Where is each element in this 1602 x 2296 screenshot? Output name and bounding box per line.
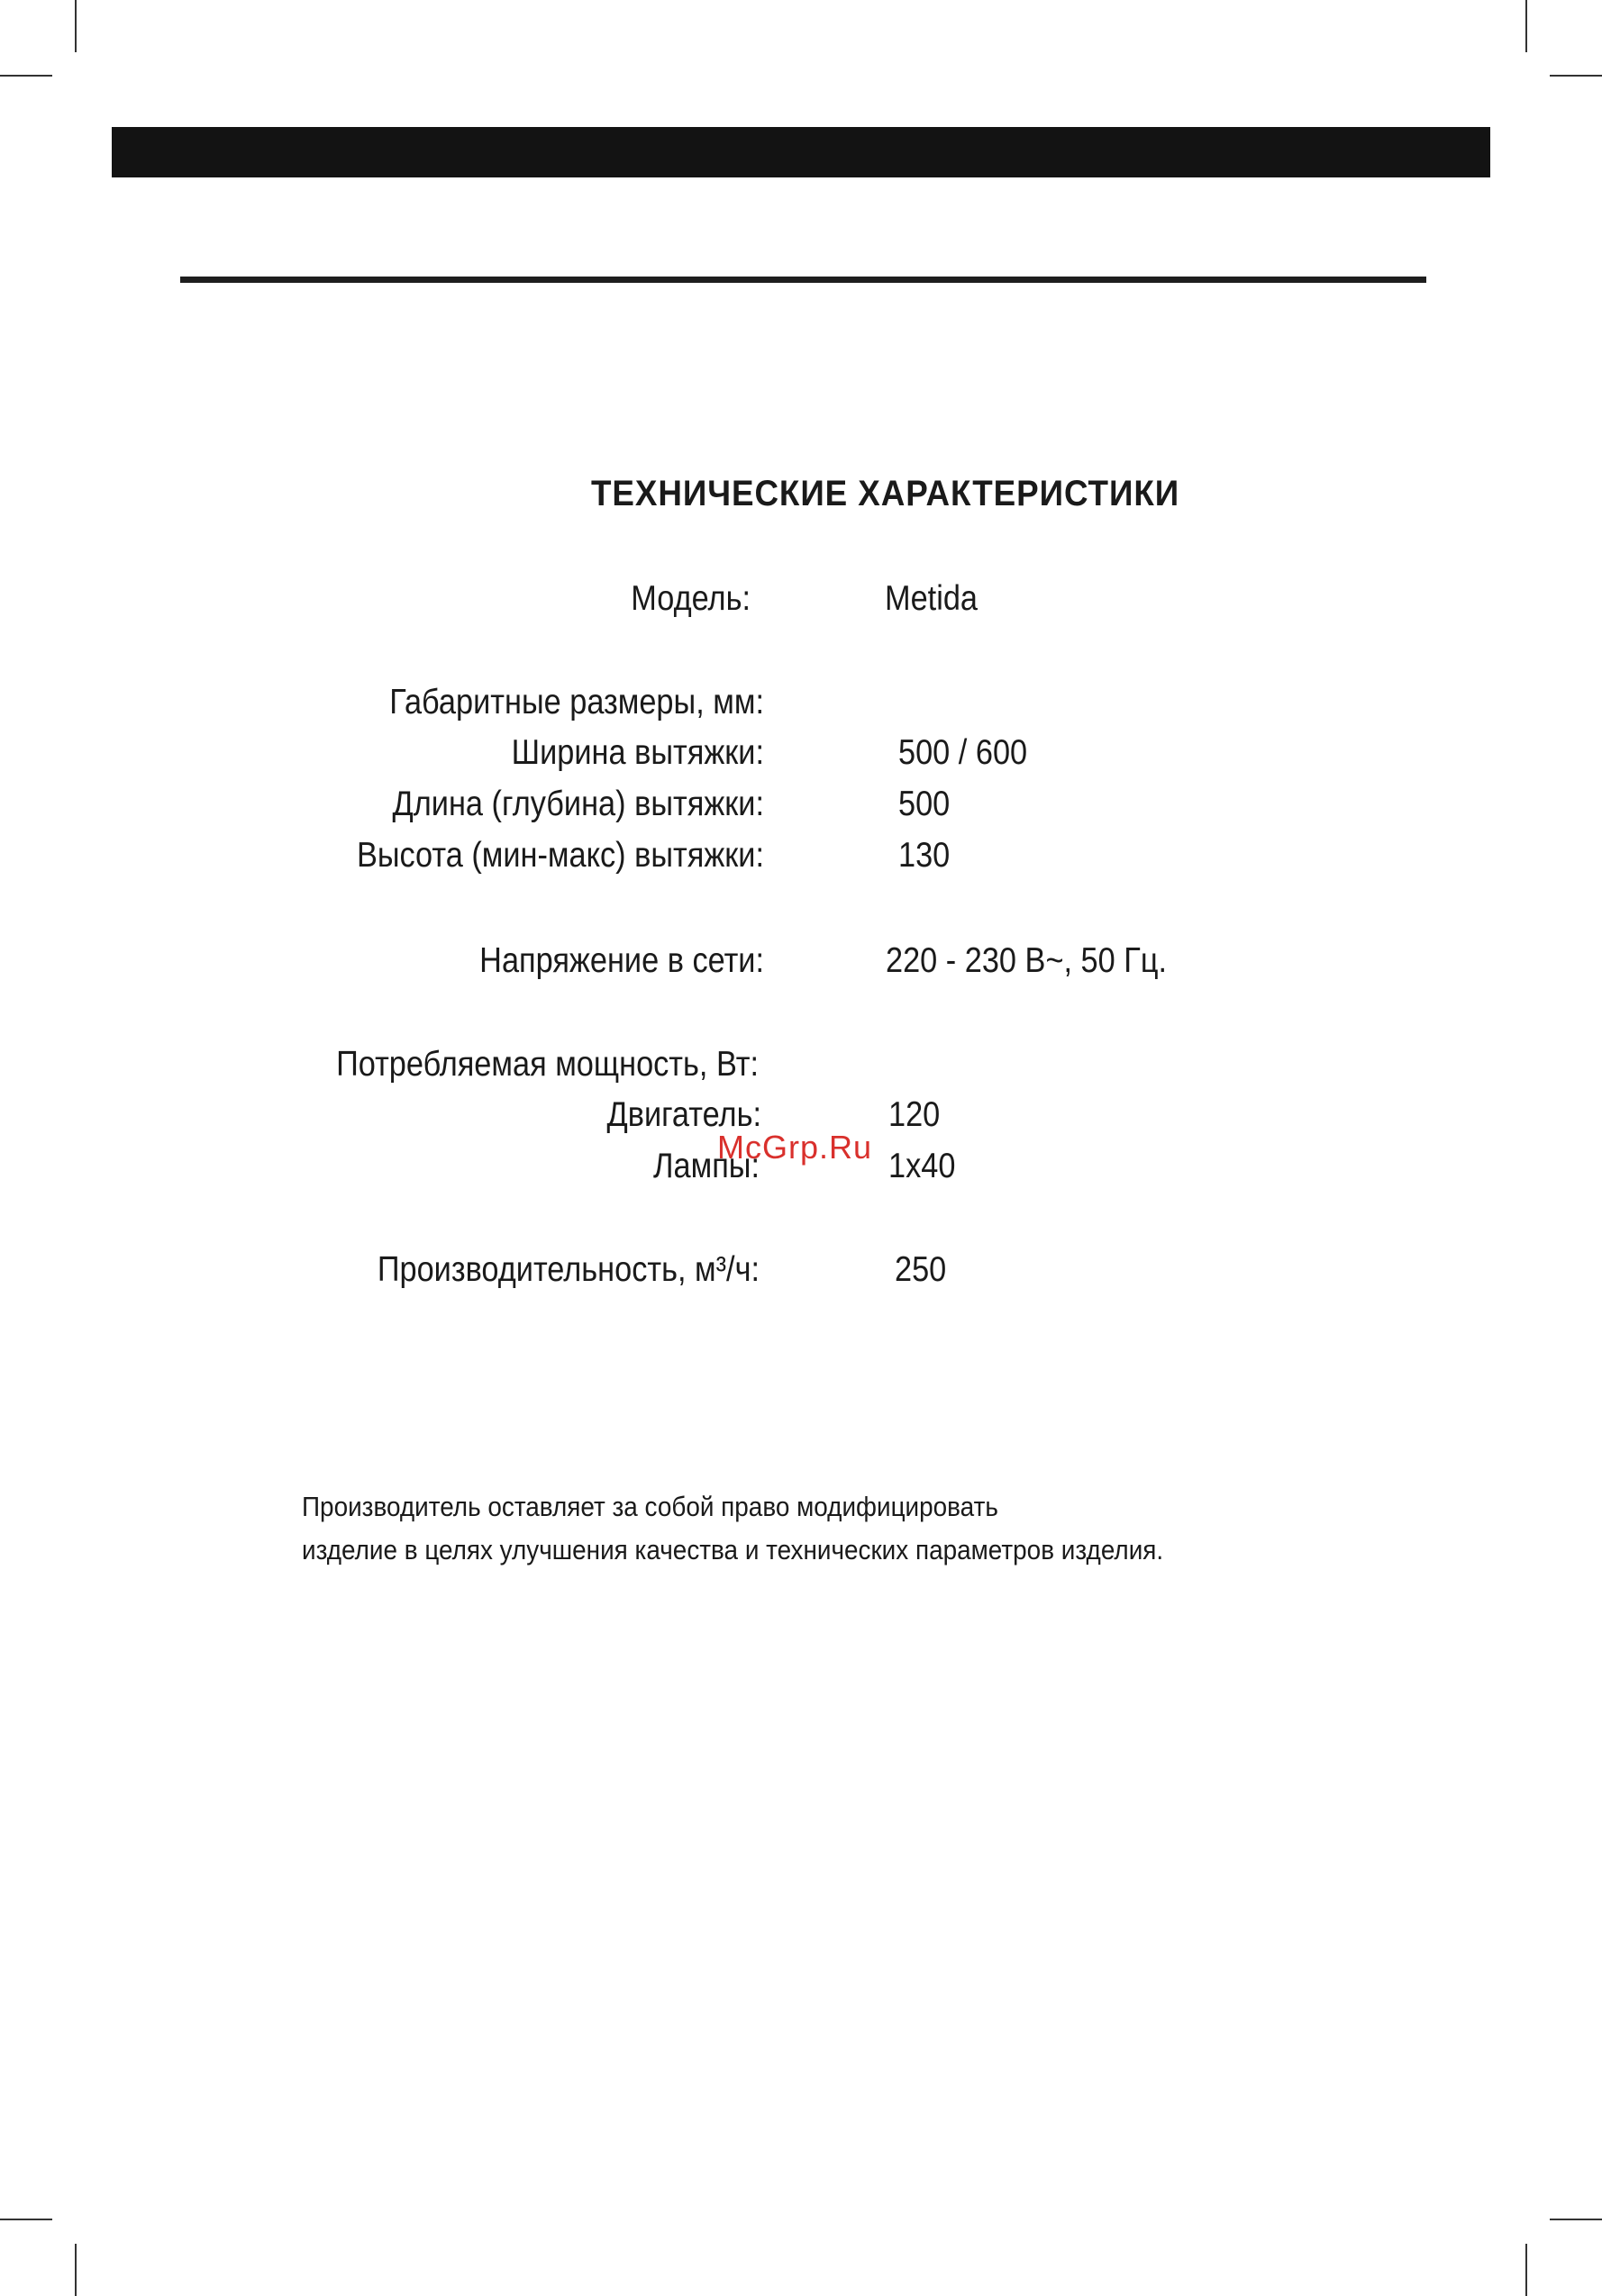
motor-label: Двигатель: <box>606 1095 761 1134</box>
power-header: Потребляемая мощность, Вт: <box>336 1045 759 1084</box>
crop-mark <box>1550 75 1602 77</box>
spec-labels <box>0 0 764 2296</box>
motor-value: 120 <box>888 1095 941 1134</box>
length-value: 500 <box>898 785 951 823</box>
length-label: Длина (глубина) вытяжки: <box>392 785 764 823</box>
height-label: Высота (мин-макс) вытяжки: <box>356 836 764 875</box>
lamps-label: Лампы: <box>652 1147 760 1185</box>
lamps-value: 1х40 <box>888 1147 956 1185</box>
voltage-value: 220 - 230 В~, 50 Гц. <box>886 941 1168 980</box>
dimensions-header: Габаритные размеры, мм: <box>389 683 764 721</box>
width-label: Ширина вытяжки: <box>511 733 764 772</box>
model-label: Модель: <box>631 579 751 618</box>
width-value: 500 / 600 <box>898 733 1028 772</box>
voltage-label: Напряжение в сети: <box>479 941 764 980</box>
capacity-value: 250 <box>895 1250 947 1289</box>
height-value: 130 <box>898 836 951 875</box>
watermark: McGrp.Ru <box>717 1129 873 1166</box>
crop-mark <box>1525 0 1527 52</box>
crop-mark <box>1550 2219 1602 2220</box>
disclaimer-line-2: изделие в целях улучшения качества и технических параметров изделия. <box>302 1534 1164 1565</box>
model-value: Metida <box>885 579 978 618</box>
disclaimer-line-1: Производитель оставляет за собой право модифицировать <box>302 1491 998 1522</box>
crop-mark <box>1525 2244 1527 2296</box>
capacity-label: Производительность, м³/ч: <box>377 1250 760 1289</box>
page-title: ТЕХНИЧЕСКИЕ ХАРАКТЕРИСТИКИ <box>591 474 1180 513</box>
